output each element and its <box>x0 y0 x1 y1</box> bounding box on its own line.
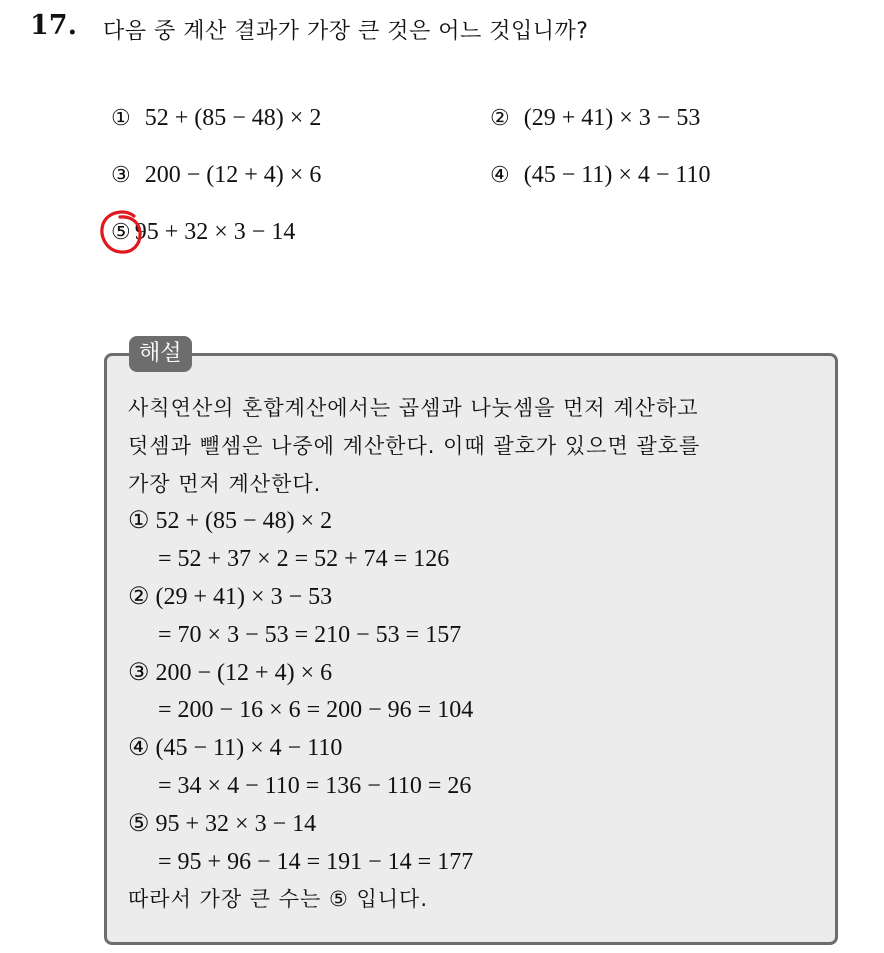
step-calculation: = 95 + 96 − 14 = 191 − 14 = 177 <box>158 848 474 875</box>
explanation-tag: 해설 <box>129 336 192 372</box>
option-marker: ③ <box>111 162 131 187</box>
explanation-line: 덧셈과 뺄셈은 나중에 계산한다. 이때 괄호가 있으면 괄호를 <box>128 433 701 458</box>
explanation-body <box>128 390 828 919</box>
option-1[interactable] <box>111 105 321 132</box>
option-expression: 95 + 32 × 3 − 14 <box>134 219 296 245</box>
step-calculation: = 200 − 16 × 6 = 200 − 96 = 104 <box>158 697 474 724</box>
step-calculation: = 70 × 3 − 53 = 210 − 53 = 157 <box>158 621 462 648</box>
option-expression: 200 − (12 + 4) × 6 <box>144 162 322 188</box>
step-expression: ② (29 + 41) × 3 − 53 <box>128 583 333 610</box>
question-number: 17. <box>30 10 77 41</box>
conclusion-text: 따라서 가장 큰 수는 ⑤ 입니다. <box>128 887 429 912</box>
explanation-line: 가장 먼저 계산한다. <box>128 471 322 496</box>
option-4[interactable] <box>490 162 711 189</box>
option-expression: 52 + (85 − 48) × 2 <box>144 105 322 131</box>
explanation-line: 사칙연산의 혼합계산에서는 곱셈과 나눗셈을 먼저 계산하고 <box>128 396 699 420</box>
question-text: 다음 중 계산 결과가 가장 큰 것은 어느 것입니까? <box>103 19 589 44</box>
option-marker: ① <box>111 105 131 130</box>
option-expression: (45 − 11) × 4 − 110 <box>523 162 711 188</box>
step-expression: ④ (45 − 11) × 4 − 110 <box>128 735 343 762</box>
option-2[interactable] <box>490 105 700 132</box>
option-expression: (29 + 41) × 3 − 53 <box>523 105 701 131</box>
step-calculation: = 34 × 4 − 110 = 136 − 110 = 26 <box>158 772 472 799</box>
answer-circle-icon <box>98 208 146 258</box>
option-3[interactable] <box>111 162 321 189</box>
option-marker: ⑤ <box>111 219 131 244</box>
step-calculation: = 52 + 37 × 2 = 52 + 74 = 126 <box>158 546 450 573</box>
step-expression: ① 52 + (85 − 48) × 2 <box>128 508 333 535</box>
option-marker: ④ <box>490 162 510 187</box>
step-expression: ③ 200 − (12 + 4) × 6 <box>128 659 333 686</box>
step-expression: ⑤ 95 + 32 × 3 − 14 <box>128 810 317 837</box>
option-marker: ② <box>490 105 510 130</box>
